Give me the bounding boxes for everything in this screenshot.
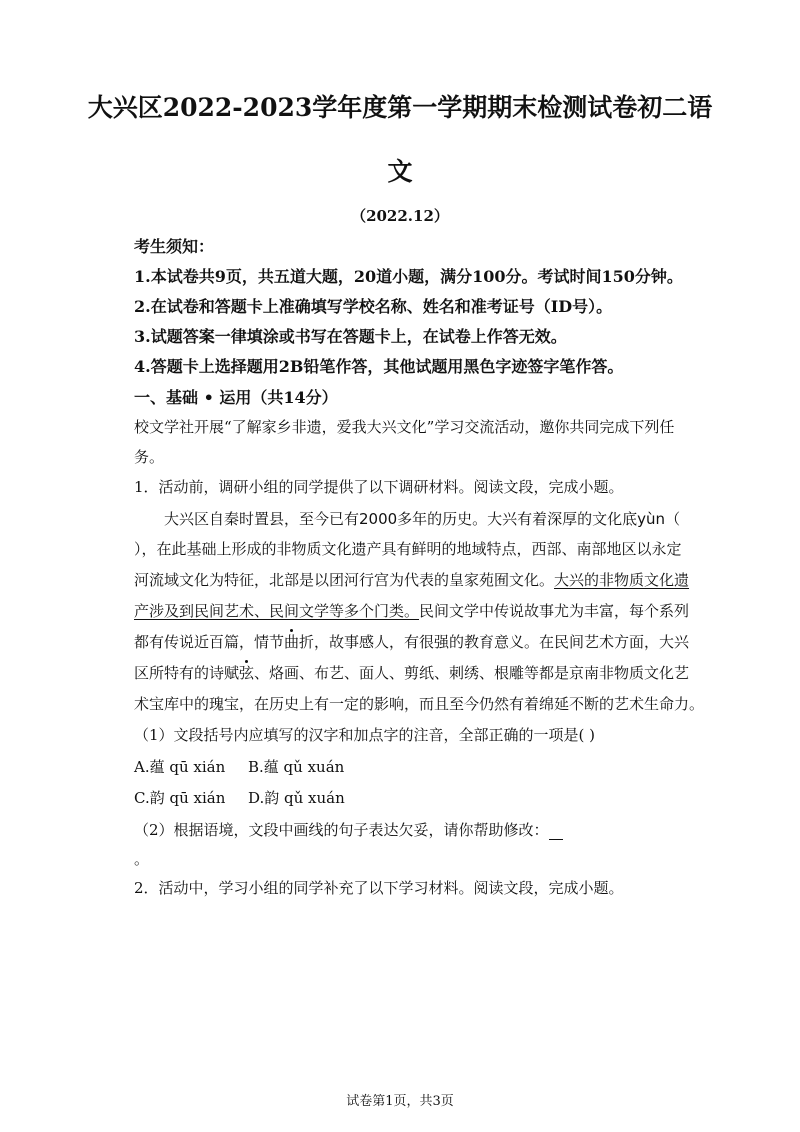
sub-question-2 [134,819,563,840]
underlined-sentence-part-2: 产涉及到民间艺术、民间文学等多个门类。 [134,602,420,620]
passage-line-1: 大兴区自秦时置县，至今已有2000多年的历史。大兴有着深厚的文化底yùn（ [164,510,681,528]
notice-heading: 考生须知： [134,237,215,256]
passage-line-2: ），在此基础上形成的非物质文化遗产具有鲜明的地域特点，西部、南部地区以永定 [134,540,682,558]
sub-question-2-text: （2）根据语境，文段中画线的句子表达欠妥，请你帮助修改： [134,821,549,839]
dotted-character-qu: 曲 [284,633,300,651]
option-b[interactable]: B.蕴 qǔ xuán [248,758,345,776]
intro-line-2: 务。 [134,448,165,466]
passage-line-3-text: 河流域文化为特征，北部是以团河行宫为代表的皇家苑囿文化。 [134,571,555,589]
page-footer: 试卷第1页，共3页 [346,1094,454,1109]
question-2-prompt: 2．活动中，学习小组的同学补充了以下学习材料。阅读文段，完成小题。 [134,879,624,897]
options-row-1 [134,756,344,777]
option-c[interactable]: C.韵 qū xián [134,789,226,807]
passage-line-6 [134,662,689,683]
passage-line-5 [134,631,689,652]
passage-line-6-b: 、烙画、布艺、面人、剪纸、刺绣、根雕等都是京南非物质文化艺 [254,664,690,682]
notice-item-4: 4.答题卡上选择题用2B铅笔作答，其他试题用黑色字迹签字笔作答。 [134,357,624,376]
notice-item-3: 3.试题答案一律填涂或书写在答题卡上，在试卷上作答无效。 [134,327,567,346]
passage-line-4 [134,600,689,621]
passage-line-3 [134,569,689,590]
dotted-character-xian: 弦 [239,664,255,682]
title-line-2: 文 [387,157,413,186]
title-line-1: 大兴区2022-2023学年度第一学期期末检测试卷初二语 [87,93,713,122]
notice-item-1: 1.本试卷共9页，共五道大题，20道小题，满分100分。考试时间150分钟。 [134,267,683,286]
sub-question-1: （1）文段括号内应填写的汉字和加点字的注音，全部正确的一项是( ) [134,726,596,744]
passage-line-4-text: 民间文学中传说故事尤为丰富，每个系列 [419,602,690,620]
passage-line-6-a: 区所特有的诗赋 [134,664,240,682]
passage-line-5-b: 折，故事感人，有很强的教育意义。在民间艺术方面，大兴 [299,633,690,651]
option-d[interactable]: D.韵 qǔ xuán [248,789,345,807]
answer-blank[interactable] [549,825,563,840]
section-heading: 一、基础 • 运用（共14分） [134,388,338,407]
exam-date: （2022.12） [351,207,449,225]
intro-line-1: 校文学社开展“了解家乡非遗，爱我大兴文化”学习交流活动，邀你共同完成下列任 [134,418,675,436]
passage-line-5-a: 都有传说近百篇，情节 [134,633,285,651]
option-a[interactable]: A.蕴 qū xián [134,758,226,776]
sub-question-2-end: 。 [134,850,150,868]
question-1-prompt: 1．活动前，调研小组的同学提供了以下调研材料。阅读文段，完成小题。 [134,478,624,496]
underlined-sentence-part-1: 大兴的非物质文化遗 [554,571,690,589]
passage-line-7: 术宝库中的瑰宝，在历史上有一定的影响，而且至今仍然有着绵延不断的艺术生命力。 [134,695,705,713]
options-row-2 [134,787,345,808]
notice-item-2: 2.在试卷和答题卡上准确填写学校名称、姓名和准考证号（ID号）。 [134,297,613,316]
